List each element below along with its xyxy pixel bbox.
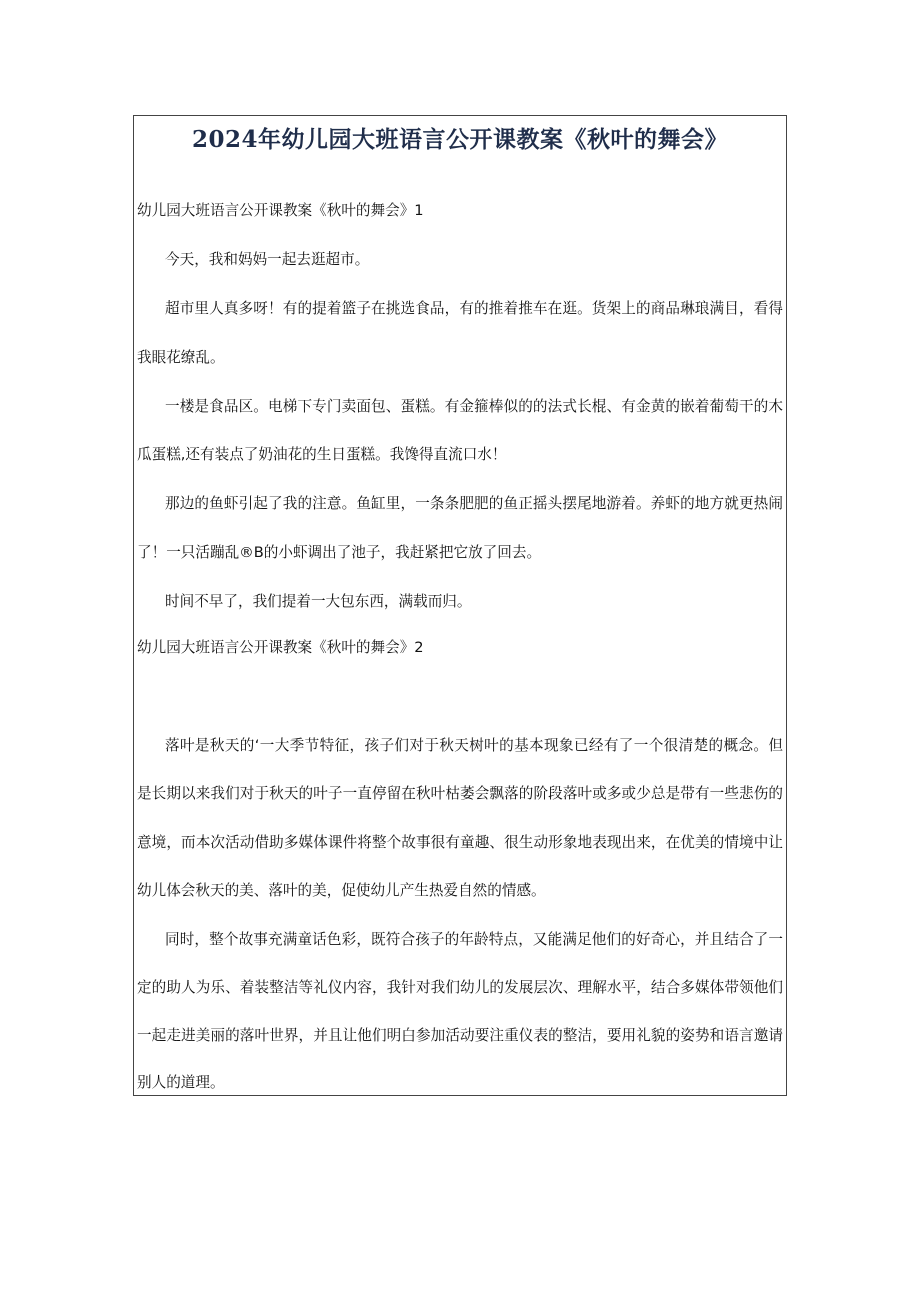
paragraph-line: 一楼是食品区。电梯下专门卖面包、蛋糕。有金箍棒似的的法式长棍、有金黄的嵌着葡萄干的木 — [165, 398, 783, 415]
section-heading-1: 幼儿园大班语言公开课教案《秋叶的舞会》1 — [137, 202, 424, 219]
paragraph-line: 定的助人为乐、着装整洁等礼仪内容，我针对我们幼儿的发展层次、理解水平，结合多媒体带领他们 — [137, 979, 783, 996]
paragraph-line: 我眼花缭乱。 — [137, 349, 225, 366]
paragraph-line: 时间不早了，我们提着一大包东西，满载而归。 — [165, 593, 472, 610]
paragraph-line: 那边的鱼虾引起了我的注意。鱼缸里，一条条肥肥的鱼正摇头摆尾地游着。养虾的地方就更热闹 — [165, 495, 783, 512]
paragraph-line: 落叶是秋天的‘一大季节特征，孩子们对于秋天树叶的基本现象已经有了一个很清楚的概念。但 — [165, 737, 783, 754]
paragraph-line: 是长期以来我们对于秋天的叶子一直停留在秋叶枯萎会飘落的阶段落叶或多或少总是带有一些悲伤的 — [137, 785, 783, 802]
paragraph-line: 一起走进美丽的落叶世界，并且让他们明白参加活动要注重仪表的整洁，要用礼貌的姿势和语言邀请 — [137, 1027, 783, 1044]
paragraph-line: 意境，而本次活动借助多媒体课件将整个故事很有童趣、很生动形象地表现出来，在优美的情境中让 — [137, 834, 783, 851]
paragraph-line: 超市里人真多呀！有的提着篮子在挑选食品，有的推着推车在逛。货架上的商品琳琅满目，看得 — [165, 300, 783, 317]
document-title: 2024年幼儿园大班语言公开课教案《秋叶的舞会》 — [191, 126, 728, 153]
paragraph-line: 别人的道理。 — [137, 1074, 225, 1091]
paragraph-line: 同时，整个故事充满童话色彩，既符合孩子的年龄特点，又能满足他们的好奇心，并且结合了一 — [165, 931, 783, 948]
section-heading-2: 幼儿园大班语言公开课教案《秋叶的舞会》2 — [137, 639, 424, 656]
paragraph-line: 今天，我和妈妈一起去逛超市。 — [165, 251, 370, 268]
paragraph-line: 瓜蛋糕,还有装点了奶油花的生日蛋糕。我馋得直流口水！ — [137, 446, 507, 463]
paragraph-line: 幼儿体会秋天的美、落叶的美，促使幼儿产生热爱自然的情感。 — [137, 882, 546, 899]
paragraph-line: 了！一只活蹦乱®B的小虾调出了池子，我赶紧把它放了回去。 — [137, 544, 542, 561]
